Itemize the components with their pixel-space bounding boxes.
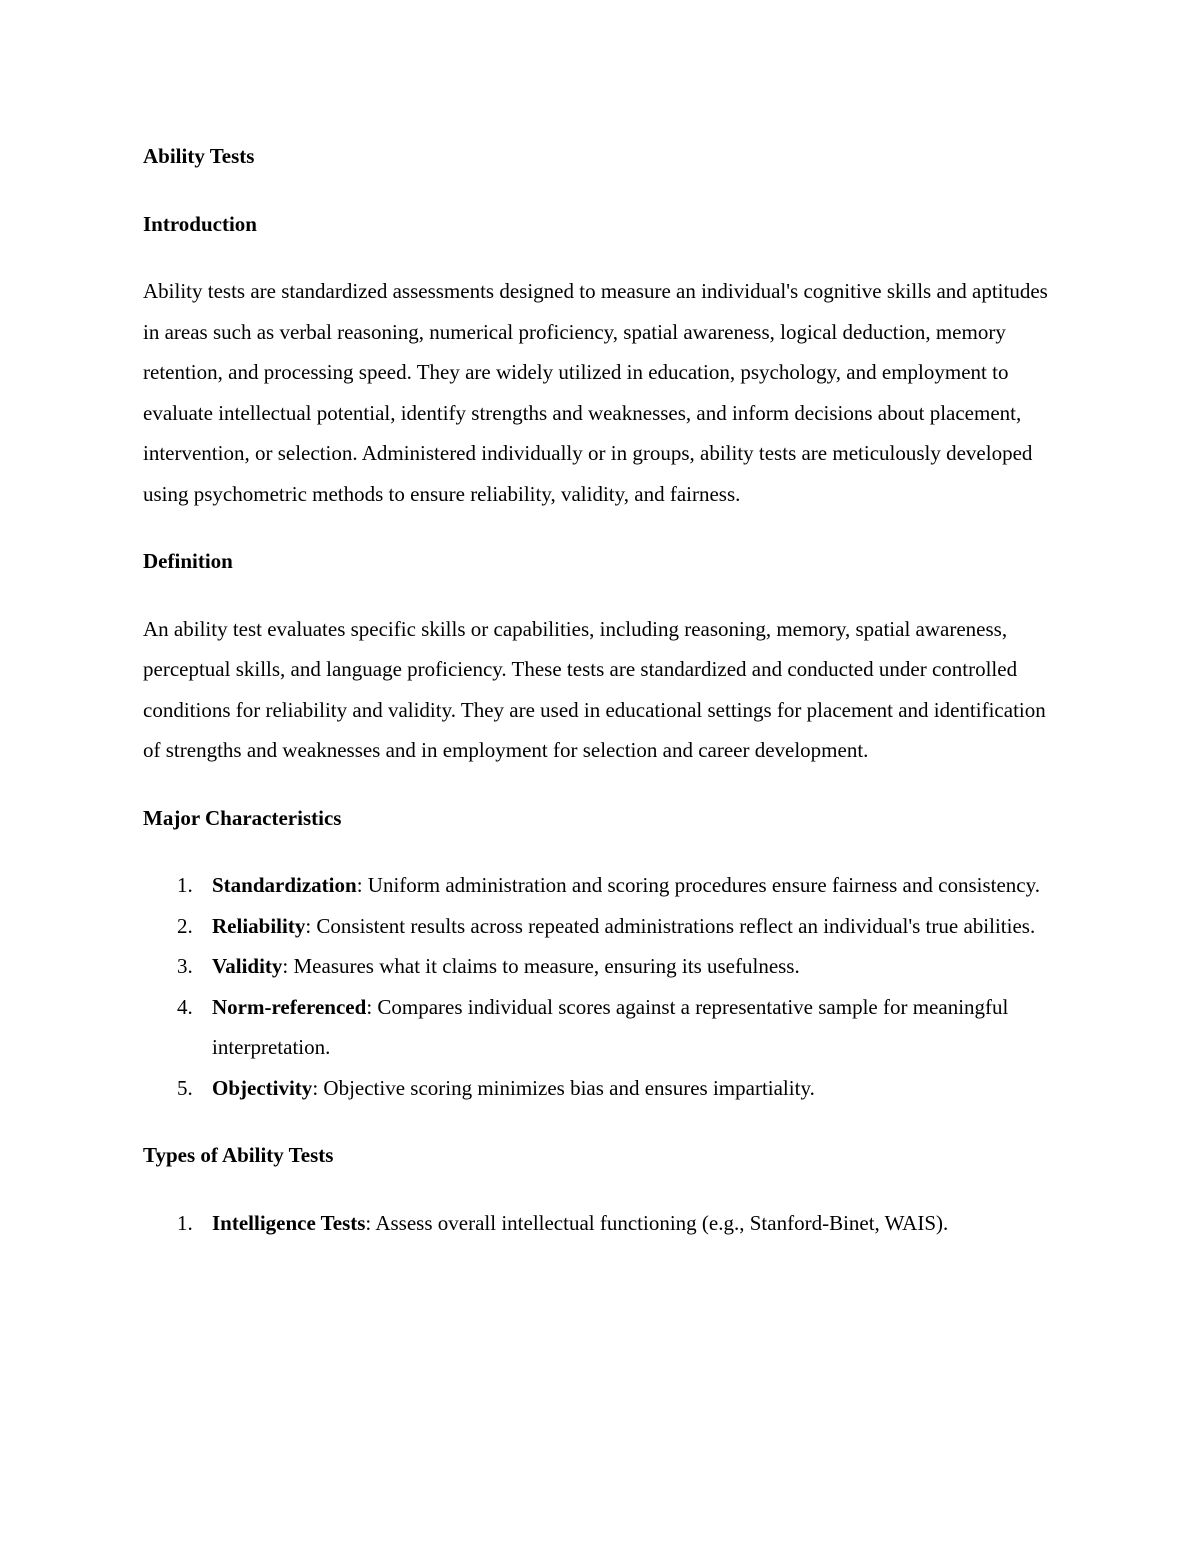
list-item <box>143 906 1068 947</box>
list-item-number: 2. <box>177 913 193 938</box>
list-item-term: Validity <box>212 954 283 978</box>
definition-heading: Definition <box>143 549 233 573</box>
list-item <box>143 1068 1068 1109</box>
list-item <box>143 987 1068 1068</box>
list-item-term: Standardization <box>212 873 357 897</box>
list-item-description: : Uniform administration and scoring procedures ensure fairness and consistency. <box>356 873 1040 897</box>
introduction-paragraph: Ability tests are standardized assessments designed to measure an individual's cognitive skills and aptitudes in areas such as verbal reasoning, numerical proficiency, spatial awareness, logical deduction, memory retention, and processing speed. They are widely utilized in education, psychology, and employment to evaluate intellectual potential, identify strengths and weaknesses, and inform decisions about placement, intervention, or selection. Administered individually or in groups, ability tests are meticulously developed using psychometric methods to ensure reliability, validity, and fairness. <box>143 279 1048 506</box>
list-item-term: Objectivity <box>212 1075 313 1100</box>
list-item <box>143 865 1068 906</box>
types-heading: Types of Ability Tests <box>143 1143 334 1167</box>
list-item-description: : Assess overall intellectual functioning (e.g., Stanford-Binet, WAIS). <box>365 1210 949 1235</box>
types-list <box>143 1203 1068 1244</box>
list-item-term: Norm-referenced <box>212 994 367 1019</box>
document-content <box>143 136 1068 1270</box>
list-item-number: 3. <box>177 954 193 978</box>
list-item <box>143 946 1068 987</box>
characteristics-heading: Major Characteristics <box>143 805 342 830</box>
characteristics-list <box>143 865 1068 1108</box>
list-item-number: 4. <box>177 994 193 1019</box>
list-item-description: : Consistent results across repeated administrations reflect an individual's true abilities. <box>305 913 1036 938</box>
list-item-number: 1. <box>177 1210 193 1235</box>
introduction-heading: Introduction <box>143 211 257 236</box>
definition-paragraph: An ability test evaluates specific skills or capabilities, including reasoning, memory, spatial awareness, perceptual skills, and language proficiency. These tests are standardized and conducted under controlled conditions for reliability and validity. They are used in educational settings for placement and identification of strengths and weaknesses and in employment for selection and career development. <box>143 616 1046 762</box>
list-item-number: 5. <box>177 1075 193 1100</box>
list-item-number: 1. <box>177 873 193 897</box>
list-item <box>143 1203 1068 1244</box>
list-item-term: Intelligence Tests <box>212 1210 366 1235</box>
document-title: Ability Tests <box>143 144 255 168</box>
list-item-description: : Compares individual scores against a representative sample for meaningful interpretation. <box>212 994 1009 1059</box>
list-item-term: Reliability <box>212 913 306 938</box>
list-item-description: : Measures what it claims to measure, ensuring its usefulness. <box>282 954 800 978</box>
list-item-description: : Objective scoring minimizes bias and ensures impartiality. <box>312 1075 815 1100</box>
